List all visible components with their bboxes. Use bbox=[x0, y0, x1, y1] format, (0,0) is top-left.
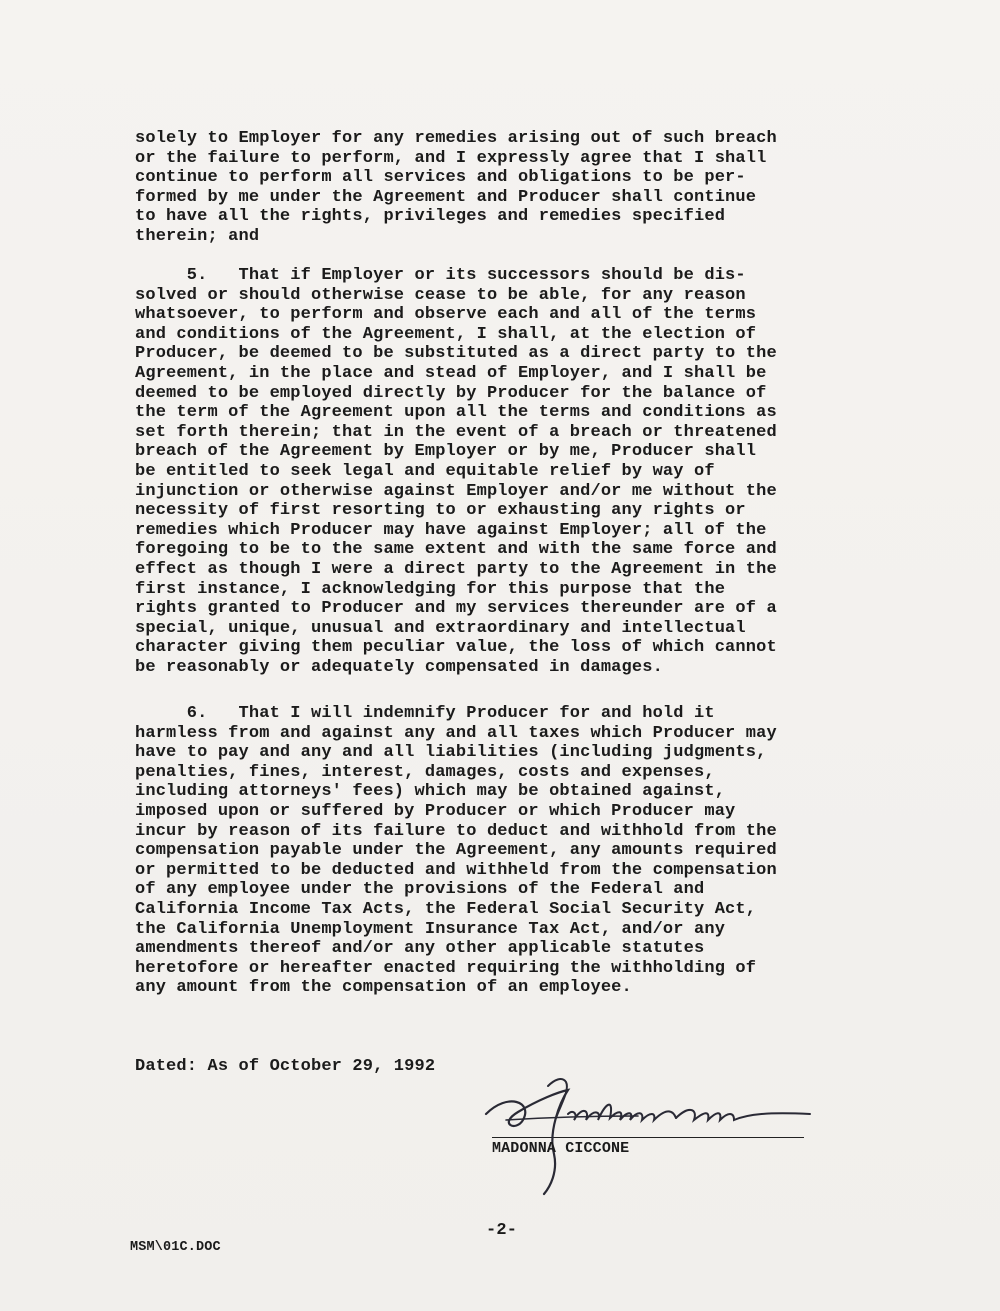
text-line: formed by me under the Agreement and Producer shall continue bbox=[135, 187, 757, 207]
text-line: breach of the Agreement by Employer or by me, Producer shall bbox=[135, 442, 757, 462]
text-line: be entitled to seek legal and equitable relief by way of bbox=[135, 462, 715, 481]
text-line: incur by reason of its failure to deduct and withhold from the bbox=[135, 821, 777, 841]
text-line: be reasonably or adequately compensated in damages. bbox=[135, 658, 663, 677]
text-line: 5. That if Employer or its successors should be dis- bbox=[135, 266, 746, 285]
text-line: to have all the rights, privileges and remedies specified bbox=[135, 207, 726, 227]
page-number: -2- bbox=[486, 1221, 518, 1240]
handwritten-signature bbox=[478, 1062, 818, 1202]
text-line: and conditions of the Agreement, I shall, at the election of bbox=[135, 324, 757, 344]
text-line: solved or should otherwise cease to be able, for any reason bbox=[135, 285, 746, 305]
text-line: solely to Employer for any remedies arising out of such breach bbox=[135, 129, 777, 148]
signatory-name: MADONNA CICCONE bbox=[492, 1140, 630, 1157]
text-line: set forth therein; that in the event of a breach or threatened bbox=[135, 422, 777, 442]
text-line: penalties, fines, interest, damages, costs and expenses, bbox=[135, 762, 715, 782]
text-line: therein; and bbox=[135, 227, 260, 246]
text-line: deemed to be employed directly by Producer for the balance of bbox=[135, 383, 767, 403]
text-line: or the failure to perform, and I expressly agree that I shall bbox=[135, 148, 767, 168]
text-line: or permitted to be deducted and withheld from the compensation bbox=[135, 860, 777, 880]
text-line: continue to perform all services and obligations to be per- bbox=[135, 168, 746, 188]
text-line: the California Unemployment Insurance Tax Act, and/or any bbox=[135, 919, 726, 939]
text-line: foregoing to be to the same extent and with the same force and bbox=[135, 540, 777, 560]
text-line: California Income Tax Acts, the Federal Social Security Act, bbox=[135, 900, 757, 919]
text-line: the term of the Agreement upon all the terms and conditions as bbox=[135, 403, 777, 423]
text-line: Agreement, in the place and stead of Employer, and I shall be bbox=[135, 364, 767, 383]
text-line: including attorneys' fees) which may be obtained against, bbox=[135, 782, 726, 802]
text-line: heretofore or hereafter enacted requiring the withholding of bbox=[135, 958, 757, 978]
text-line: any amount from the compensation of an employee. bbox=[135, 978, 632, 998]
text-line: Producer, be deemed to be substituted as a direct party to the bbox=[135, 344, 777, 364]
text-line: imposed upon or suffered by Producer or which Producer may bbox=[135, 802, 736, 821]
text-line: special, unique, unusual and extraordinary and intellectual bbox=[135, 618, 746, 638]
text-line: injunction or otherwise against Employer and/or me without the bbox=[135, 481, 777, 501]
text-line: whatsoever, to perform and observe each and all of the terms bbox=[135, 305, 757, 325]
text-line: have to pay and any and all liabilities (including judgments, bbox=[135, 743, 767, 763]
text-line: rights granted to Producer and my services thereunder are of a bbox=[135, 599, 777, 619]
text-line: 6. That I will indemnify Producer for and hold it bbox=[135, 704, 715, 723]
text-line: necessity of first resorting to or exhausting any rights or bbox=[135, 501, 746, 521]
text-line: remedies which Producer may have against Employer; all of the bbox=[135, 520, 767, 540]
text-line: character giving them peculiar value, the loss of which cannot bbox=[135, 638, 777, 658]
dated-line: Dated: As of October 29, 1992 bbox=[135, 1057, 436, 1076]
text-line: harmless from and against any and all taxes which Producer may bbox=[135, 723, 777, 743]
text-line: effect as though I were a direct party to the Agreement in the bbox=[135, 560, 777, 579]
text-line: of any employee under the provisions of the Federal and bbox=[135, 880, 705, 900]
text-line: compensation payable under the Agreement, any amounts required bbox=[135, 841, 777, 861]
text-line: amendments thereof and/or any other applicable statutes bbox=[135, 939, 705, 959]
text-line: first instance, I acknowledging for this purpose that the bbox=[135, 579, 726, 599]
file-reference: MSM\01C.DOC bbox=[130, 1240, 221, 1255]
